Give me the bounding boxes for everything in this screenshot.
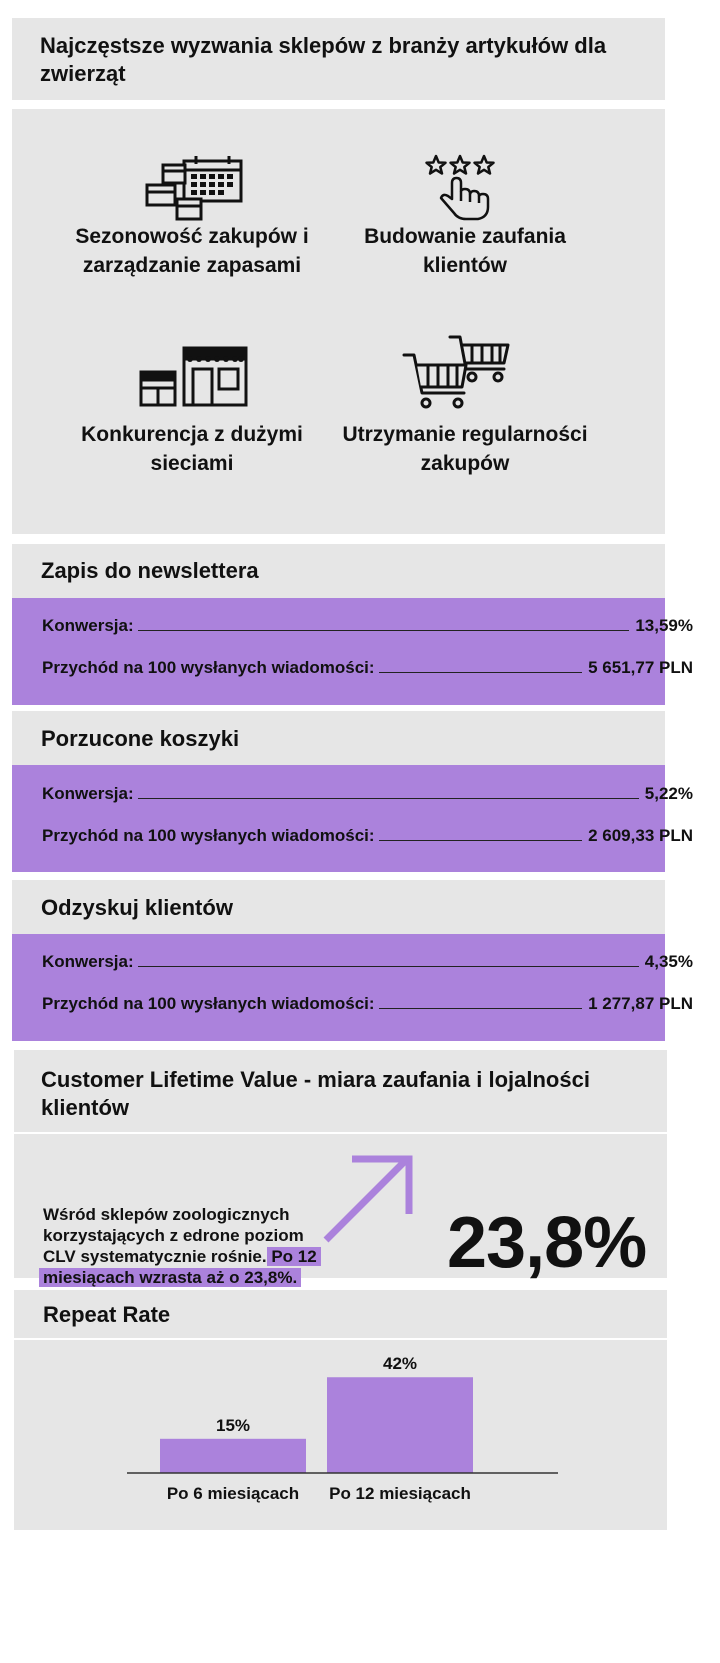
- leader-line: [379, 840, 583, 841]
- winback-conversion-row: [42, 950, 693, 974]
- leader-line: [138, 798, 639, 799]
- metric-value: 1 277,87 PLN: [588, 994, 693, 1013]
- leader-line: [379, 1008, 583, 1009]
- arrow-up-right-icon: [318, 1150, 418, 1250]
- metric-label: Przychód na 100 wysłanych wiadomości:: [42, 658, 375, 677]
- clv-text-highlight: Po 12 miesiącach wzrasta aż o 23,8%.: [39, 1247, 321, 1287]
- clv-divider: [14, 1132, 667, 1134]
- winback-title: Odzyskuj klientów: [41, 895, 233, 920]
- winback-revenue-row: [42, 992, 693, 1016]
- metric-value: 4,35%: [644, 952, 693, 971]
- category-label: Po 12 miesiącach: [329, 1484, 471, 1503]
- metric-label: Konwersja:: [42, 952, 134, 971]
- challenge-regularity: Utrzymanie regularności zakupów: [342, 423, 588, 475]
- bar-value-label: 42%: [382, 1354, 418, 1374]
- clv-description: [43, 1204, 333, 1288]
- challenge-competition: Konkurencja z dużymi sieciami: [81, 423, 303, 475]
- leader-line: [138, 966, 639, 967]
- challenge-seasonality: Sezonowość zakupów i zarządzanie zapasami: [75, 225, 309, 277]
- challenge-trust: Budowanie zaufania klientów: [364, 225, 566, 277]
- abandoned-conversion-row: [42, 782, 693, 806]
- metric-label: Przychód na 100 wysłanych wiadomości:: [42, 826, 375, 845]
- metric-value: 13,59%: [635, 616, 693, 635]
- metric-value: 2 609,33 PLN: [588, 826, 693, 845]
- leader-line: [379, 672, 583, 673]
- category-label: Po 6 miesiącach: [166, 1484, 300, 1503]
- bar-value-label: 15%: [215, 1415, 251, 1435]
- metric-value: 5,22%: [644, 784, 693, 803]
- stores-icon: [137, 344, 252, 410]
- metric-value: 5 651,77 PLN: [588, 658, 693, 677]
- metric-label: Konwersja:: [42, 616, 134, 635]
- metric-label: Konwersja:: [42, 784, 134, 803]
- clv-title: Customer Lifetime Value - miara zaufania i lojalności klientów: [41, 1067, 590, 1120]
- abandoned-title: Porzucone koszyki: [41, 726, 240, 751]
- newsletter-title: Zapis do newslettera: [41, 558, 259, 583]
- repeat-rate-title: Repeat Rate: [43, 1302, 171, 1327]
- metric-label: Przychód na 100 wysłanych wiadomości:: [42, 994, 375, 1013]
- page-title: Najczęstsze wyzwania sklepów z branży artykułów dla zwierząt: [40, 33, 607, 86]
- newsletter-conversion-row: [42, 614, 693, 638]
- calendar-boxes-icon: [141, 155, 251, 225]
- rating-stars-hand-icon: [424, 153, 504, 223]
- clv-big-value: 23,8%: [447, 1203, 647, 1283]
- repeat-rate-divider: [14, 1338, 667, 1340]
- newsletter-revenue-row: [42, 656, 693, 680]
- leader-line: [138, 630, 630, 631]
- shopping-carts-icon: [400, 331, 515, 411]
- abandoned-revenue-row: [42, 824, 693, 848]
- clv-text-plain: Wśród sklepów zoologicznych korzystających z edrone poziom CLV systematycznie rośnie.: [43, 1205, 304, 1266]
